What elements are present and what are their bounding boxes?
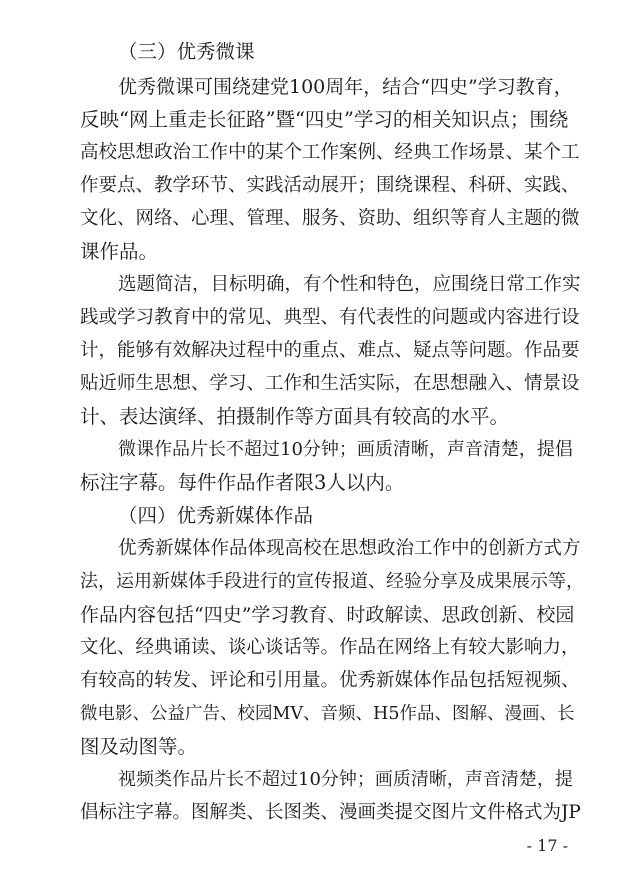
section-heading-micro-course: （三）优秀微课 (118, 40, 255, 63)
paragraph-line: 课作品。 (80, 240, 159, 263)
paragraph-line: 作要点、教学环节、实践活动展开；围绕课程、科研、实践、 (80, 175, 580, 196)
paragraph-line: 标注字幕。每件作品作者限3人以内。 (80, 471, 405, 494)
paragraph-line: 选题简洁，目标明确，有个性和特色，应围绕日常工作实 (118, 274, 581, 295)
paragraph-line: 计，能够有效解决过程中的重点、难点、疑点等问题。作品要 (80, 340, 580, 361)
paragraph-line: 贴近师生思想、学习、工作和生活实际，在思想融入、情景设 (80, 373, 580, 394)
paragraph-line: 微课作品片长不超过10分钟；画质清晰，声音清楚，提倡 (118, 439, 573, 460)
paragraph-line: 图及动图等。 (80, 735, 198, 758)
paragraph-line: 微电影、公益广告、校园MV、音频、H5作品、图解、漫画、长 (80, 704, 575, 724)
paragraph-line: 高校思想政治工作中的某个工作案例、经典工作场景、某个工 (80, 142, 580, 163)
paragraph-line: 反映“网上重走长征路”暨“四史”学习的相关知识点；围绕 (80, 108, 569, 131)
paragraph-line: 践或学习教育中的常见、典型、有代表性的问题或内容进行设 (80, 307, 580, 328)
paragraph-line: 有较高的转发、评论和引用量。优秀新媒体作品包括短视频、 (80, 670, 580, 691)
paragraph-line: 优秀新媒体作品体现高校在思想政治工作中的创新方式方 (118, 538, 581, 559)
page-number: - 17 - (526, 836, 568, 855)
paragraph-line: 优秀微课可围绕建党100周年，结合“四史”学习教育， (118, 76, 573, 98)
paragraph-line: 计、表达演绎、拍摄制作等方面具有较高的水平。 (80, 405, 510, 428)
paragraph-line: 文化、经典诵读、谈心谈话等。作品在网络上有较大影响力， (80, 637, 580, 658)
paragraph-line: 法，运用新媒体手段进行的宣传报道、经验分享及成果展示等， (80, 571, 584, 592)
paragraph-line: 文化、网络、心理、管理、服务、资助、组织等育人主题的微 (80, 208, 580, 229)
paragraph-line: 视频类作品片长不超过10分钟；画质清晰，声音清楚，提 (118, 769, 573, 790)
paragraph-line: 作品内容包括“四史”学习教育、时政解读、思政创新、校园 (80, 604, 575, 626)
paragraph-line: 倡标注字幕。图解类、长图类、漫画类提交图片文件格式为JP (80, 802, 581, 823)
section-heading-new-media: （四）优秀新媒体作品 (118, 504, 314, 527)
